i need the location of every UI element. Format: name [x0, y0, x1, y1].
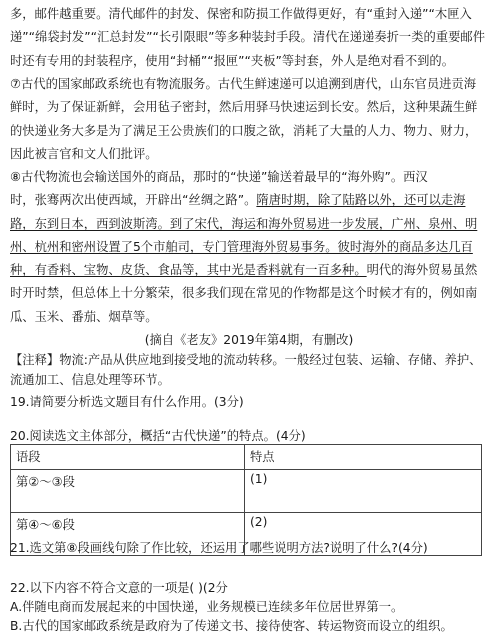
answer-blank[interactable]: (1) — [245, 470, 482, 513]
option-b[interactable]: B.古代的国家邮政系统是政府为了传递文书、接待使客、转运物资而设立的组织。 — [10, 619, 453, 633]
question-22: 22.以下内容不符合文意的一项是( )(2分 — [10, 581, 228, 595]
note-line: 【注释】物流:产品从供应地到接受地的流动转移。一般经过包装、运输、存储、养护、 — [10, 353, 482, 367]
text-line — [10, 259, 492, 282]
text-line: 递”“绵袋封发”“汇总封发”“长引限眼”等多种装封手段。清代在递递奏折一类的重要邮件 — [10, 30, 485, 45]
table-row — [11, 470, 482, 513]
header-cell: 语段 — [11, 445, 245, 470]
question-21: 21.选文第⑧段画线句除了作比较，还运用了哪些说明方法?说明了什么?(4分) — [10, 541, 428, 555]
section-cell: 第②～③段 — [11, 470, 245, 513]
note-line: 流通加工、信息处理等环节。 — [10, 373, 170, 387]
text-line: ⑦古代的国家邮政系统也有物流服务。古代生鲜速递可以追溯到唐代，山东官员进贡海 — [10, 77, 477, 91]
underlined-sentence: 州、杭州和密州设置了5个市舶司，专门管理海外贸易事务。彼时海外的商品多达几百 — [10, 239, 473, 254]
text-line: ⑧古代物流也会输送国外的商品，那时的“快递”输送着最早的“海外购”。西汉 — [10, 170, 428, 184]
text-line: 多，邮件越重要。清代邮件的封发、保密和防损工作做得更好，有“重封入递”“木匣入 — [10, 7, 472, 21]
source-citation: (摘自《老友》2019年第4期，有删改) — [144, 333, 354, 347]
text-line: 因此被言官和文人们批评。 — [10, 146, 158, 161]
option-a[interactable]: A.伴随电商而发展起来的中国快递，业务规模已连续多年位居世界第一。 — [10, 600, 404, 614]
text-line — [10, 189, 492, 212]
underlined-sentence: 隋唐时期，除了陆路以外，还可以走海 — [256, 193, 466, 208]
paragraph-7 — [10, 73, 492, 166]
question-20: 20.阅读选文主体部分，概括“古代快递”的特点。(4分) — [10, 429, 306, 443]
table-header-row — [11, 445, 482, 470]
header-cell: 特点 — [245, 445, 482, 470]
underlined-sentence: 路，东到日本，西到波斯湾。到了宋代，海运和海外贸易进一步发展，广州、泉州、明 — [10, 216, 478, 231]
text-line: 的快递业务大多是为了满足王公贵族们的口腹之欲，消耗了大量的人力、物力、财力， — [10, 123, 478, 138]
text-segment: 时，张骞两次出使西域，开辟出“丝绸之路”。 — [10, 193, 257, 208]
text-line: 时开时禁，但总体上十分繁荣，很多我们现在常见的作物都是这个时候才有的，例如南 — [10, 286, 478, 301]
paragraph-8 — [10, 166, 492, 329]
note — [10, 350, 492, 390]
underlined-sentence: 种，有香料、宝物、皮货、食品等，其中光是香料就有一百多种。 — [10, 263, 367, 278]
text-segment: 明代的海外贸易虽然 — [366, 263, 478, 278]
answer-blank[interactable]: (2) — [245, 513, 482, 556]
text-line: 鲜时，为了保证新鲜，会用毡子密封，然后用驿马快速运到长安。然后，这种果蔬生鲜 — [10, 100, 478, 115]
text-line: 瓜、玉米、番茄、烟草等。 — [10, 309, 158, 324]
paragraph-6 — [10, 3, 492, 73]
text-line: 时还有专用的封装程序，使用“封桶”“报匣”“夹板”等封套，外人是绝对看不到的。 — [10, 53, 455, 68]
question-19: 19.请简要分析选文题目有什么作用。(3分) — [10, 395, 244, 409]
section-cell: 第④～⑥段 — [11, 513, 245, 556]
